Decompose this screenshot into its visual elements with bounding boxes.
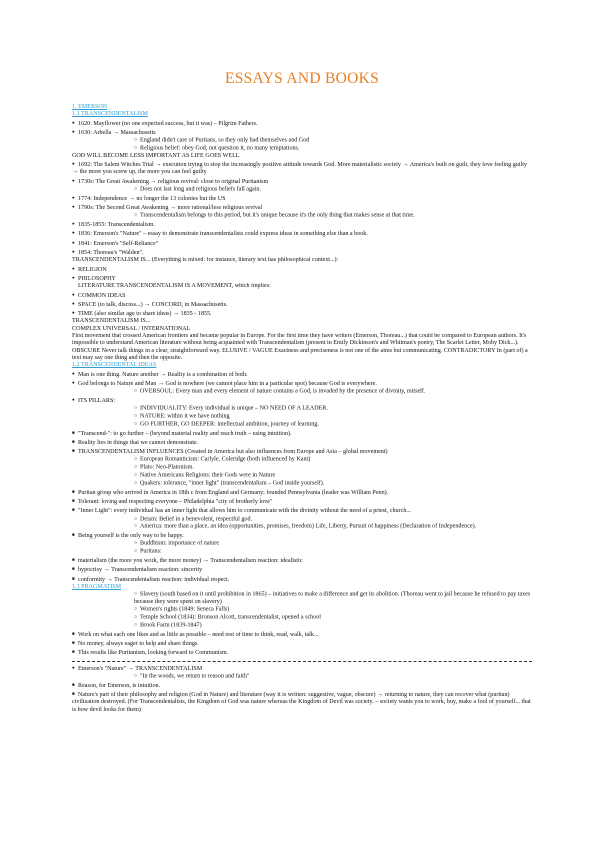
sub-bullet-item: ○ Buddhism: importance of nature (72, 540, 532, 548)
sub-bullet-item: ○ INDIVIDUALITY: Every individual is unique – NO NEED OF A LEADER. (72, 405, 532, 413)
bullet-item: ● Man is one thing. Nature another → Reality is a combination of both. (72, 370, 532, 379)
bullet-item: ● 1620: Mayflower (no one expected success, but it was) – Pilgrim Fathers. (72, 119, 532, 128)
bullet-item: ● God belongs to Nature and Man → God is nowhere (we cannot place him in a particular spot) because God is everywhere. (72, 379, 532, 388)
bullet-item: ● COMMON IDEAS (72, 291, 532, 300)
sub-bullet-item: ○ Quakers: tolerance, "inner light" (transcendentalism – God inside yourself). (72, 480, 532, 488)
square-bullet-item: ■ TRANSCENDENTALISM INFLUENCES (Created in America but also influences from Europe and Asia – global movement) (72, 447, 532, 456)
sub-bullet-item: ○ America: more than a place, an idea (opportunities, promises, freedom) Life, Liberty, Pursuit of happiness (Declaration of Independence). (72, 523, 532, 531)
bullet-item: ● RELIGION (72, 265, 532, 274)
sub-bullet-item: ○ Women's rights (1849: Seneca Falls) (72, 606, 532, 614)
paragraph: LITERATURE TRANSCENDENTALISM IS A MOVEMENT, which implies: (78, 283, 271, 290)
sub-bullet-item: ○ OVERSOUL: Every man and every element of nature contains a God, is invaded by the presence of divinity, mitself. (72, 388, 532, 396)
paragraph: First movement that crossed American frontiers and became popular in Europe. For the first time they have writers (Emerson, Thoreau...) that could be compared to European authors. It's impossible to understand American literature without being acquainted with Transcendentalism (present in Emily Dickinson's and Whitman's poetry, The Scarlet Letter, Moby Dick...). OBSCURE Never talk things in a clear, straightforward way. ELUSIVE / VAGUE Exactness and preciseness is not one of the aims but communicating. CONTRADICTORY In (part of) a text may say one thing and then the opposite. (72, 333, 528, 361)
sub-bullet-item: ○ Native Americans Religions: their Gods were in Nature (72, 472, 532, 480)
bullet-item: ● 1774: Independence → no longer the 13 colonies but the US (72, 194, 532, 203)
bullet-item: ● 1630: Arbella → Massachusetts (72, 128, 532, 137)
square-bullet-item: ■ Being yourself is the only way to be happy. (72, 531, 532, 540)
bullet-item: ● PHILOSOPHY (72, 274, 532, 283)
sub-bullet-item: ○ Temple School (1834): Bronson Alcott, transcendentalist, opened a school (72, 614, 532, 622)
paragraph: GOD WILL BECOME LESS IMPORTANT AS LIFE GOES WELL (72, 152, 240, 159)
sub-bullet-item: ○ European Romanticism: Carlyle, Coleridge (both influenced by Kant) (72, 456, 532, 464)
paragraph: COMPLEX UNIVERSAL / INTERNATIONAL (72, 325, 191, 332)
sub-bullet-item: ○ Transcendentalism belongs to this period, but it's unique because it's the only thing that makes sense at that time. (72, 212, 532, 220)
square-bullet-item: ■ This results like Puritanism, looking forward to Communism. (72, 648, 532, 657)
section-heading: 1. EMERSON (72, 104, 108, 110)
square-bullet-item: ■ conformity → Transcendentalism reaction: individual respect. (72, 575, 532, 584)
bullet-item: ● Emerson's "Nature" → TRANSCENDENTALISM (72, 664, 532, 673)
document-title: ESSAYS AND BOOKS (224, 70, 380, 87)
document-body (72, 104, 532, 714)
square-bullet-item: ■ Reality lies in things that we cannot demonstrate. (72, 438, 532, 447)
sub-bullet-item: ○ Does not last long and religious beliefs fall again. (72, 186, 532, 194)
paragraph: TRANSCENDENTALISM IS... (72, 318, 151, 325)
square-bullet-item: ■ Reason, for Emerson, is intuition. (72, 681, 532, 690)
square-bullet-item: ■ Tolerant: loving and respecting everyone – Philadelphia "city of brotherly love" (72, 497, 532, 506)
bullet-item: ● 1730s: The Great Awakening → religious revival: close to original Puritanism (72, 177, 532, 186)
bullet-item: ● 1841: Emerson's "Self-Reliance" (72, 239, 532, 248)
bullet-item: ● 1692: The Salem Witches Trial → execution trying to stop the increasingly positive attitude towards God. More materialistic society → America's built on guilt, they love feeling guilty → the more you screw up, the more you can feel guilty (72, 160, 532, 177)
sub-bullet-item: ○ Puritans: (72, 548, 532, 556)
sub-bullet-item: ○ "In the woods, we return to reason and faith" (72, 673, 532, 681)
square-bullet-item: ■ materialism (the more you work, the more money) → Transcendentalism reaction: idealistic (72, 556, 532, 565)
sub-bullet-item: ○ GO FURTHER, GO DEEPER: intellectual ambition, journey of learning. (72, 421, 532, 429)
bullet-item: ● 1836: Emerson's "Nature" – essay to demonstrate transcendentalists could express ideas in something else than a book. (72, 229, 532, 238)
bullet-item: ● 1854: Thoreau's "Walden". (72, 248, 532, 257)
section-heading: 1.2 TRANSCENDENTAL IDEAS (72, 362, 157, 369)
square-bullet-item: ■ hypocrisy → Transcendentalism reaction: sincerity (72, 565, 532, 574)
bullet-item: ● 1835-1855: Transcendentalism. (72, 220, 532, 229)
sub-bullet-item: ○ England didn't care of Puritans, so they only had themselves and God (72, 137, 532, 145)
square-bullet-item: ■ No money, always eager to help and share things. (72, 639, 532, 648)
sub-bullet-item: ○ Deism: Belief in a benevolent, respectful god. (72, 516, 532, 524)
bullet-item: ● SPACE (to talk, discuss...) → CONCORD, in Massachusetts. (72, 300, 532, 309)
section-heading: 1.3 PRAGMATISM (72, 583, 122, 590)
square-bullet-item: ■ Puritan group who arrived in America in 18th c from England and Germany; founded Pennsylvania (leader was William Penn). (72, 488, 532, 497)
sub-bullet-item: ○ Brook Farm (1839-1847) (72, 622, 532, 630)
paragraph: TRANSCENDENTALISM IS... (Everything is mixed: for instance, literary text has philosophical context...): (72, 257, 339, 264)
bullet-item: ● ITS PILLARS: (72, 396, 532, 405)
section-divider (72, 661, 532, 662)
sub-bullet-item: ○ Religious belief: obey God, not question it, no many temptations. (72, 145, 532, 153)
sub-bullet-item: ○ Plato: Neo-Platonism. (72, 464, 532, 472)
square-bullet-item: ■ Work on what each one likes and as little as possible – need rest of time to think, read, walk, talk... (72, 630, 532, 639)
sub-bullet-item: ○ Slavery (south based on it until prohibition in 1865) – initiatives to make a difference and get its abolition. (Thoreau went to jail because he refused to pay taxes because they were spent on slavery) (72, 591, 532, 606)
square-bullet-item: ■ "Transcend-": to go further – (beyond material reality and reach truth – using intuition). (72, 429, 532, 438)
bullet-item: ● 1790s: The Second Great Awakening → more rational/less religious revival (72, 203, 532, 212)
sub-bullet-item: ○ NATURE: within it we have nothing (72, 413, 532, 421)
square-bullet-item: ■ "Inner Light": every individual has an inner light that allows him to communicate with the divinity without the need of a priest, church... (72, 506, 532, 515)
section-heading: 1.1 TRANSCENDENTALISM (72, 111, 148, 118)
document-page (72, 70, 532, 714)
bullet-item: ● TIME (also similar age to share ideas) → 1835 - 1855. (72, 309, 532, 318)
square-bullet-item: ■ Nature's part of their philosophy and religion (God in Nature) and literature (way it is written: suggestive, vague, obscure) → returning to nature, they can recover what (puritan) civilization destroyed. (For Transcendentalists, the Kingdom of God was nature whereas the Kingdom of Devil was society. – society wants you to work, buy, make a fool of yourself... that is how devil looks for them) (72, 690, 532, 714)
